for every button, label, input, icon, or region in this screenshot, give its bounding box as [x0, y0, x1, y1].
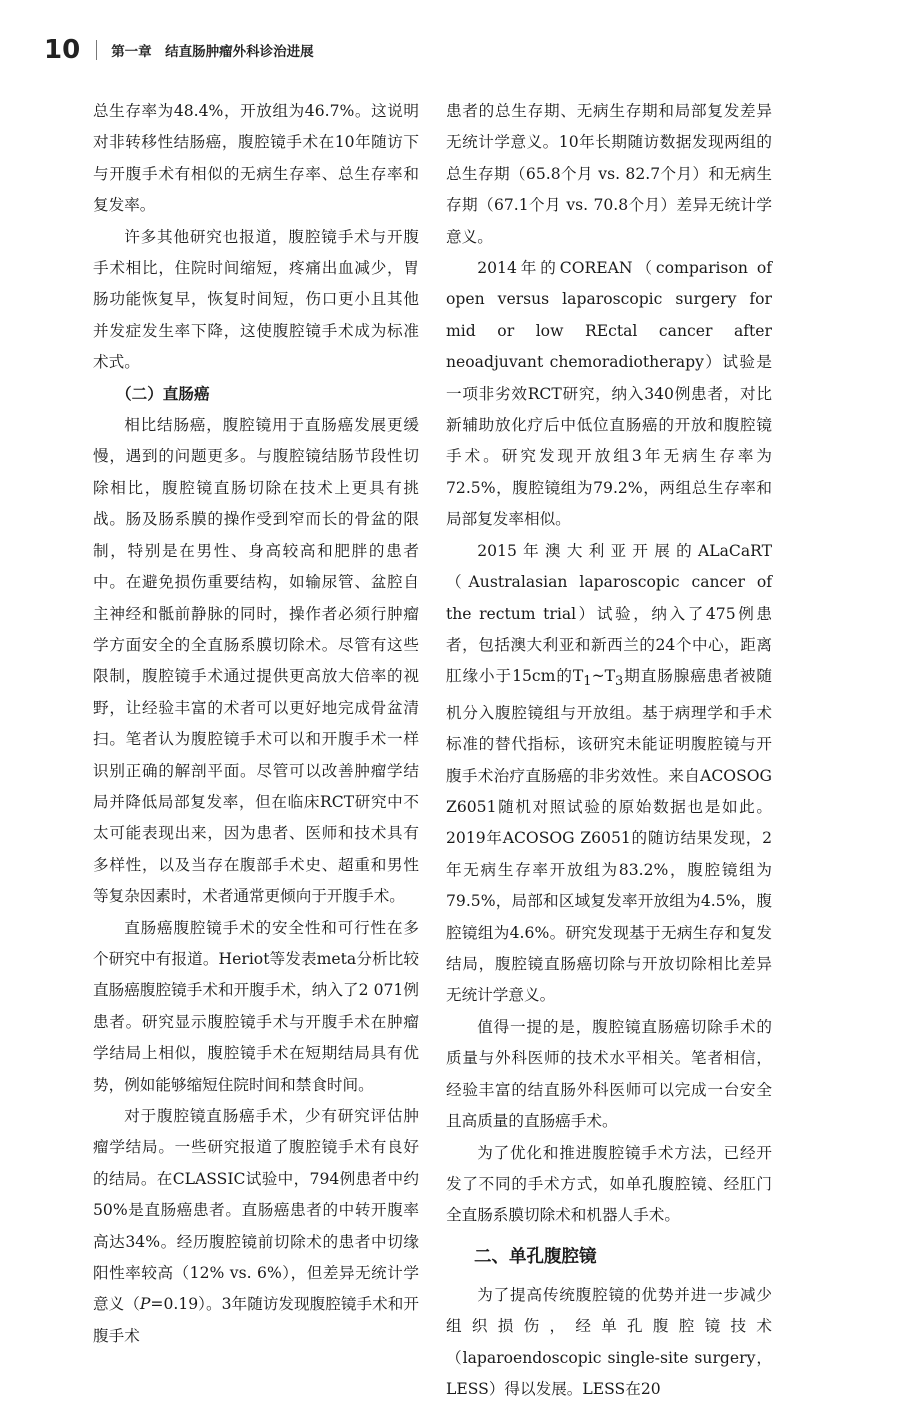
left-column	[93, 96, 419, 1352]
paragraph	[446, 536, 772, 1012]
paragraph: 许多其他研究也报道，腹腔镜手术与开腹手术相比，住院时间缩短，疼痛出血减少，胃肠功能恢复早，恢复时间短，伤口更小且其他并发症发生率下降，这使腹腔镜手术成为标准术式。	[93, 227, 419, 372]
header-divider	[96, 40, 97, 60]
text-run: 2015年澳大利亚开展的ALaCaRT（Australasian laparoscopic cancer of the rectum trial）试验，纳入了475例患者，包括澳大利亚和新西兰的24个中心，距离肛缘小于15cm的T	[446, 541, 772, 686]
paragraph-continuation: 患者的总生存期、无病生存期和局部复发差异无统计学意义。10年长期随访数据发现两组的总生存期（65.8个月 vs. 82.7个月）和无病生存期（67.1个月 vs. 70.8个月）差异无统计学意义。	[446, 102, 772, 246]
right-column	[446, 96, 772, 1405]
paragraph-continuation: 总生存率为48.4%，开放组为46.7%。这说明对非转移性结肠癌，腹腔镜手术在10年随访下与开腹手术有相似的无病生存率、总生存率和复发率。	[93, 102, 419, 215]
text-run: =0.19）。3年随访发现腹腔镜手术和开腹手术	[93, 1295, 419, 1345]
subscript: 3	[615, 674, 624, 690]
paragraph: 直肠癌腹腔镜手术的安全性和可行性在多个研究中有报道。Heriot等发表meta分析比较直肠癌腹腔镜手术和开腹手术，纳入了2 071例患者。研究显示腹腔镜手术与开腹手术在肿瘤学结局上相似，腹腔镜手术在短期结局具有优势，例如能够缩短住院时间和禁食时间。	[93, 918, 419, 1094]
paragraph	[93, 1101, 419, 1352]
text-run: ~T	[591, 667, 616, 686]
subscript: 1	[583, 674, 592, 690]
paragraph: 为了优化和推进腹腔镜手术方法，已经开发了不同的手术方式，如单孔腹腔镜、经肛门全直肠系膜切除术和机器人手术。	[446, 1143, 772, 1225]
subsection-heading-rectal-cancer: （二）直肠癌	[116, 384, 210, 403]
paragraph: 2014年的COREAN（comparison of open versus laparoscopic surgery for mid or low REctal cancer after neoadjuvant chemoradiotherapy）试验是一项非劣效RCT研究，纳入340例患者，对比新辅助放化疗后中低位直肠癌的开放和腹腔镜手术。研究发现开放组3年无病生存率为72.5%，腹腔镜组为79.2%，两组总生存率和局部复发率相似。	[446, 259, 772, 529]
paragraph: 相比结肠癌，腹腔镜用于直肠癌发展更缓慢，遇到的问题更多。与腹腔镜结肠节段性切除相比，腹腔镜直肠切除在技术上更具有挑战。肠及肠系膜的操作受到窄而长的骨盆的限制，特别是在男性、身高较高和肥胖的患者中。在避免损伤重要结构，如输尿管、盆腔自主神经和骶前静脉的同时，操作者必须行肿瘤学方面安全的全直肠系膜切除术。尽管有这些限制，腹腔镜手术通过提供更高放大倍率的视野，让经验丰富的术者可以更好地完成骨盆清扫。笔者认为腹腔镜手术可以和开腹手术一样识别正确的解剖平面。尽管可以改善肿瘤学结局并降低局部复发率，但在临床RCT研究中不太可能表现出来，因为患者、医师和技术具有多样性，以及当存在腹部手术史、超重和男性等复杂因素时，术者通常更倾向于开腹手术。	[93, 416, 419, 906]
italic-p-symbol: P	[139, 1295, 151, 1314]
paragraph: 值得一提的是，腹腔镜直肠癌切除手术的质量与外科医师的技术水平相关。笔者相信，经验丰富的结直肠外科医师可以完成一台安全且高质量的直肠癌手术。	[446, 1017, 772, 1131]
text-run: 对于腹腔镜直肠癌手术，少有研究评估肿瘤学结局。一些研究报道了腹腔镜手术有良好的结局。在CLASSIC试验中，794例患者中约50%是直肠癌患者。直肠癌患者的中转开腹率高达34%。经历腹腔镜前切除术的患者中切缘阳性率较高（12% vs. 6%），但差异无统计学意义（	[93, 1107, 419, 1314]
section-heading-single-port-laparoscopy: 二、单孔腹腔镜	[474, 1246, 597, 1267]
running-header	[44, 30, 864, 70]
text-run: 期直肠腺癌患者被随机分入腹腔镜组与开放组。基于病理学和手术标准的替代指标，该研究未能证明腹腔镜与开腹手术治疗直肠癌的非劣效性。来自ACOSOG Z6051随机对照试验的原始数据也是如此。2019年ACOSOG Z6051的随访结果发现，2年无病生存率开放组为83.2%，腹腔镜组为79.5%，局部和区域复发率开放组为4.5%，腹腔镜组为4.6%。研究发现基于无病生存和复发结局，腹腔镜直肠癌切除与开放切除相比差异无统计学意义。	[446, 667, 772, 1005]
chapter-title: 第一章 结直肠肿瘤外科诊治进展	[111, 44, 314, 60]
page-number: 10	[44, 35, 81, 65]
paragraph: 为了提高传统腹腔镜的优势并进一步减少组织损伤，经单孔腹腔镜技术（laparoendoscopic single-site surgery，LESS）得以发展。LESS在20	[446, 1285, 772, 1398]
